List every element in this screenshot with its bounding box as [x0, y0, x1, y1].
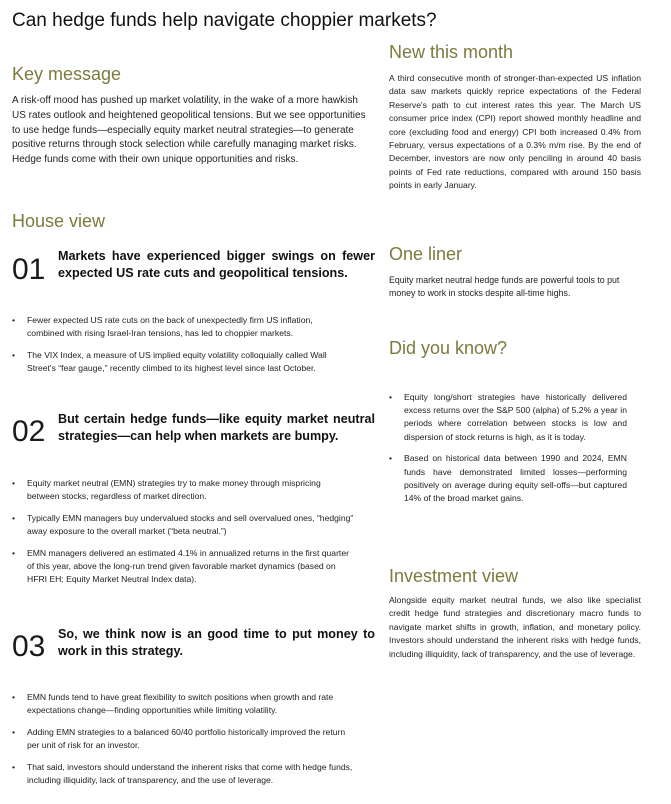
bullet-icon: •: [12, 350, 16, 360]
bullet-icon: •: [12, 513, 16, 523]
section-bullets-01: [12, 314, 344, 384]
section-number-01: 01: [12, 253, 46, 286]
list-item: • Typically EMN managers buy undervalued stocks and sell overvalued ones, “hedging” away exposure to the overall market (“beta neutral.”): [12, 513, 354, 537]
section-bullets-02: [12, 477, 355, 595]
new-this-month-text: A third consecutive month of stronger-than-expected US inflation data saw markets quickly reprice expectations of the Federal Reserve's path to cut interest rates this year. The March US consumer price index (CPI) report showed monthly headline and core (excluding food and energy) CPI both increased 0.4% from February, versus expectations of a 0.3% m/m rise. By the end of December, investors are now only penciling in around 40 basis points of Fed rate reductions, compared with around 150 basis points in early January.: [389, 73, 641, 191]
bullet-icon: •: [12, 478, 16, 488]
section-number-03: 03: [12, 630, 46, 663]
list-item: • Equity long/short strategies have historically delivered excess returns over the S&P 500 (alpha) of 5.2% a year in periods where correlation between stocks is low and dispersion of stock returns is high, as it is today.: [389, 392, 627, 442]
did-you-know-heading: Did you know?: [389, 338, 508, 358]
bullet-icon: •: [12, 692, 16, 702]
list-item: • That said, investors should understand the inherent risks that come with hedge funds, including illiquidity, lack of transparency, and the use of leverage.: [12, 762, 353, 786]
list-item: • Adding EMN strategies to a balanced 60/40 portfolio historically improved the return per unit of risk for an investor.: [12, 727, 346, 751]
bullet-icon: •: [389, 453, 393, 464]
section-headline-01: Markets have experienced bigger swings on fewer expected US rate cuts and geopolitical tensions.: [58, 249, 375, 280]
section-headline-03: So, we think now is an good time to put money to work in this strategy.: [58, 627, 375, 658]
investment-view-text: Alongside equity market neutral funds, we also like specialist credit hedge fund strategies and discretionary macro funds to navigate market shifts in growth, inflation, and monetary policy. Investors should understand the inherent risks with hedge funds, including illiquidity, lack of transparency, and the use of leverage.: [389, 595, 641, 659]
key-message-text: A risk-off mood has pushed up market volatility, in the wake of a more hawkish US rates outlook and heightened geopolitical tensions. But we see opportunities to use hedge funds—especially equity market neutral strategies—to generate positive returns through stock selection while carefully managing market risks. Hedge funds come with their own unique opportunities and risks.: [12, 95, 366, 166]
page-title: Can hedge funds help navigate choppier markets?: [12, 10, 437, 31]
investment-view-heading: Investment view: [389, 566, 519, 586]
list-item: • The VIX Index, a measure of US implied equity volatility colloquially called Wall Street's “fear gauge,” recently climbed to its highest level since last October.: [12, 350, 327, 374]
list-item: • EMN funds tend to have great flexibility to switch positions when growth and rate expectations change—finding opportunities while limiting volatility.: [12, 692, 334, 716]
bullet-icon: •: [12, 762, 16, 772]
bullet-icon: •: [12, 727, 16, 737]
bullet-icon: •: [12, 548, 16, 558]
one-liner-heading: One liner: [389, 244, 463, 264]
list-item: • Based on historical data between 1990 and 2024, EMN funds have demonstrated limited losses—performing positively on average during equity sell-offs—but captured 14% of the broad market gains.: [389, 453, 627, 504]
bullet-icon: •: [12, 315, 16, 325]
list-item: • EMN managers delivered an estimated 4.1% in annualized returns in the first quarter of this year, above the long-run trend given favorable market dynamics (based on HFRI EH: Equity Market Neutral Index data).: [12, 548, 349, 585]
new-this-month-heading: New this month: [389, 42, 514, 62]
house-view-heading: House view: [12, 211, 106, 231]
list-item: • Fewer expected US rate cuts on the back of unexpectedly firm US inflation, combined with rising Israel-Iran tensions, has led to choppier markets.: [12, 315, 313, 339]
section-bullets-03: [12, 691, 357, 796]
one-liner-text: Equity market neutral hedge funds are powerful tools to put money to work in stocks despite all-time highs.: [389, 275, 620, 299]
section-headline-02: But certain hedge funds—like equity market neutral strategies—can help when markets are bumpy.: [58, 412, 375, 443]
list-item: • Equity market neutral (EMN) strategies try to make money through mispricing between stocks, regardless of market direction.: [12, 478, 321, 502]
section-number-02: 02: [12, 415, 46, 448]
key-message-heading: Key message: [12, 64, 122, 84]
did-you-know-bullets: [389, 391, 627, 514]
bullet-icon: •: [389, 392, 393, 402]
